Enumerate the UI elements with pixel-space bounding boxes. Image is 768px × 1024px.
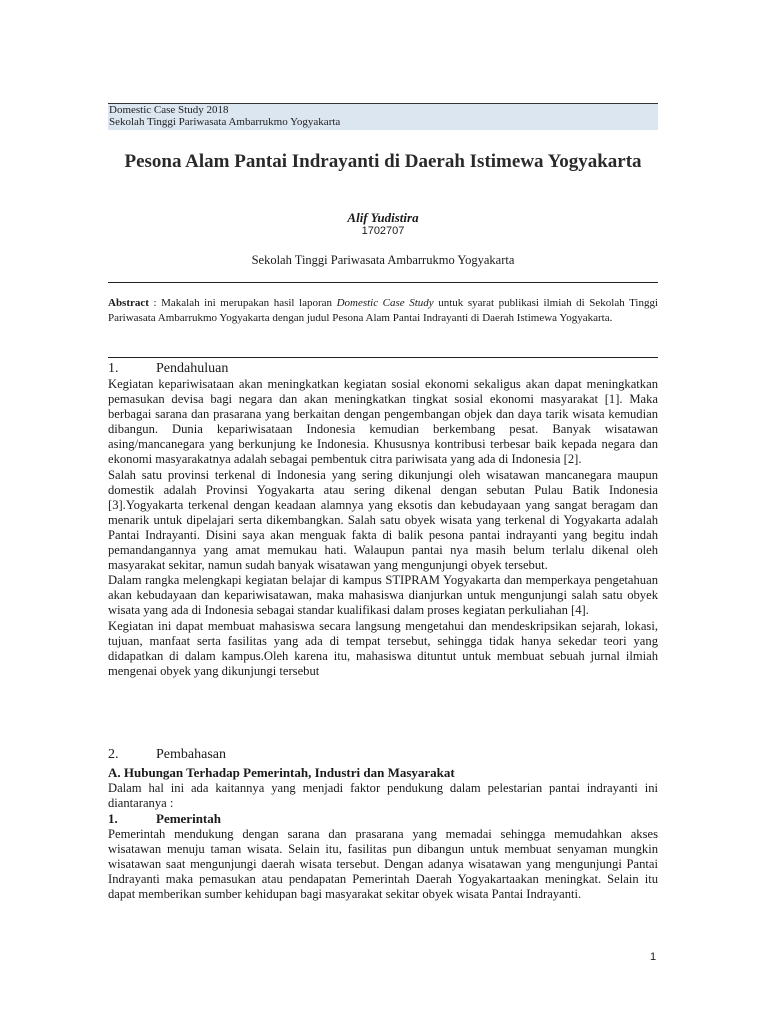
author-affiliation: Sekolah Tinggi Pariwasata Ambarrukmo Yogyakarta xyxy=(251,253,515,267)
abstract-label: Abstract xyxy=(108,297,149,309)
section-heading-introduction xyxy=(108,361,228,377)
point-number: 1. xyxy=(108,811,118,826)
section-title: Pendahuluan xyxy=(156,361,229,376)
paragraph: Dalam rangka melengkapi kegiatan belajar di kampus STIPRAM Yogyakarta dan memperkaya pengetahuan akan kebudayaan dan kepariwisatawan, maka mahasiswa dianjurkan untuk mengunjungi salah satu obyek wisata yang ada di Indonesia sebagai standar kualifikasi dalam proses kegiatan perkuliahan [4]. xyxy=(108,573,658,618)
divider-bottom xyxy=(108,357,658,358)
abstract-text-before: : Makalah ini merupakan hasil laporan xyxy=(148,297,337,309)
paper-title: Pesona Alam Pantai Indrayanti di Daerah Istimewa Yogyakarta xyxy=(124,151,642,172)
point-heading xyxy=(108,811,221,827)
abstract xyxy=(108,296,658,325)
paragraph: Salah satu provinsi terkenal di Indonesia yang sering dikunjungi oleh wisatawan mancanegara maupun domestik adalah Provinsi Yogyakarta atau sering dikenal dengan sebutan Pulau Batik Indonesia [3].Yogyakarta terkenal dengan keadaan alamnya yang eksotis dan kebudayaan yang sangat beragam dan menarik untuk dipelajari serta dikembangkan. Salah satu obyek wisata yang terkenal di Yogyakarta adalah Pantai Indrayanti. Disini saya akan menguak fakta di balik pesona pantai indrayanti yang begitu indah pemandangannya yang amat memukau hati. Walaupun pantai nya masih belum terlalu dikenal oleh masyarakat sekitar, namun sudah banyak wisatawan yang mengunjungi obyek tersebut. xyxy=(108,467,658,573)
section-title: Pembahasan xyxy=(156,747,226,762)
point-body xyxy=(108,827,658,902)
abstract-italic: Domestic Case Study xyxy=(336,297,434,309)
paragraph: Kegiatan kepariwisataan akan meningkatkan kegiatan sosial ekonomi sekaligus akan dapat meningkatkan pemasukan devisa bagi negara dan akan meningkatkan tingkat sosial ekonomi masyarakat [1]. Maka berbagai sarana dan prasarana yang berkaitan dengan pengembangan objek dan daya tarik wisata kemudian dibangun. Dunia kepariwisataan Indonesia kemudian berkembang pesat. Banyak wisatawan asing/mancanegara yang berkunjung ke Indonesia. Khususnya kontribusi terbesar baik kepada negara dan ekonomi masyarakatnya adalah sebagai pembentuk citra pariwisata yang ada di Indonesia [2]. xyxy=(108,377,658,467)
page-number: 1 xyxy=(650,951,657,963)
header-institution: Sekolah Tinggi Pariwasata Ambarrukmo Yogyakarta xyxy=(109,116,341,128)
author-id: 1702707 xyxy=(361,225,405,237)
paragraph: Kegiatan ini dapat membuat mahasiswa secara langsung mengetahui dan mendeskripsikan sejarah, lokasi, tujuan, manfaat serta fasilitas yang ada di tempat tersebut, sehingga tidak hanya sekedar teori yang didapatkan di dalam kampus.Oleh karena itu, mahasiswa dituntut untuk membuat sebuah jurnal ilmiah mengenai obyek yang dikunjungi tersebut xyxy=(108,618,658,678)
paragraph: Pemerintah mendukung dengan sarana dan prasarana yang memadai sehingga memudahkan akses wisatawan menuju taman wisata. Selain itu, fasilitas pun dibangun untuk membuat senyaman mungkin wisatawan saat mengunjungi daerah wisata tersebut. Dengan adanya wisatawan yang mengunjungi Pantai Indrayanti maka pemasukan atau pendapatan Pemerintah Daerah Yogyakartaakan meningkat. Selain itu dapat memberikan sumber kehidupan bagi masyarakat sekitar obyek wisata Pantai Indrayanti. xyxy=(108,827,658,902)
subsection-intro xyxy=(108,781,658,811)
abstract-text-after: untuk syarat publikasi ilmiah di Sekolah Tinggi Pariwasata Ambarrukmo Yogyakarta dengan judul Pesona Alam Pantai Indrayanti di Daerah Istimewa Yogyakarta. xyxy=(108,297,659,324)
section-number: 2. xyxy=(108,747,119,762)
author-name: Alif Yudistira xyxy=(347,210,419,225)
section-introduction-body xyxy=(108,377,658,679)
section-number: 1. xyxy=(108,361,119,376)
header-case-study: Domestic Case Study 2018 xyxy=(109,104,229,116)
paragraph: Dalam hal ini ada kaitannya yang menjadi faktor pendukung dalam pelestarian pantai indrayanti ini diantaranya : xyxy=(108,781,658,811)
subsection-heading: A. Hubungan Terhadap Pemerintah, Industri dan Masyarakat xyxy=(108,765,455,780)
section-heading-discussion xyxy=(108,747,226,763)
point-title: Pemerintah xyxy=(156,811,221,826)
divider-top xyxy=(108,282,658,283)
